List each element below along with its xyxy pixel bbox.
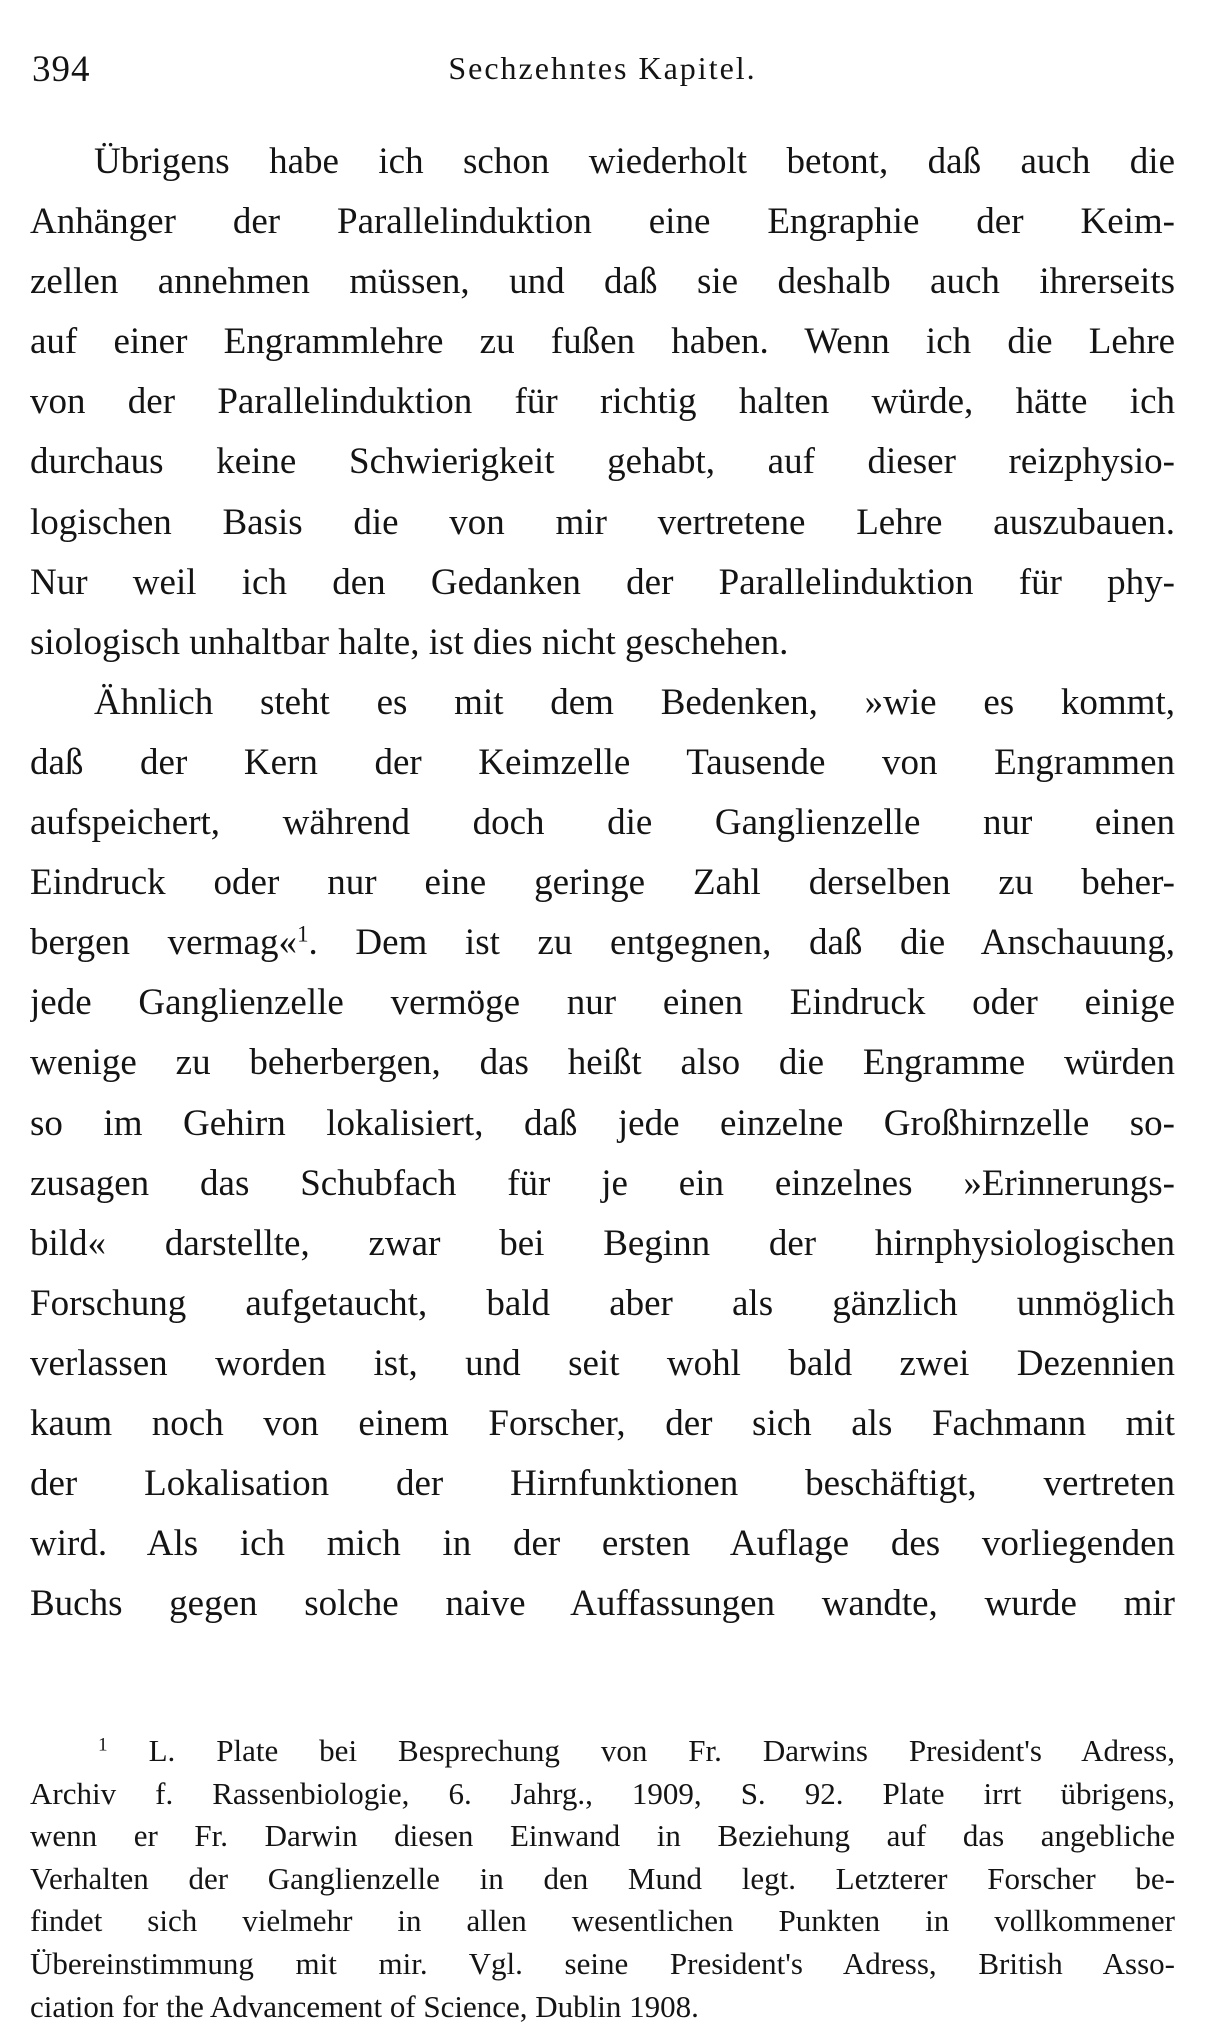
page-header xyxy=(30,40,1175,100)
footnote-marker: 1 xyxy=(98,1734,108,1756)
text-line: von der Parallelinduktion für richtig halten würde, hätte ich xyxy=(30,381,1175,423)
text-line: auf einer Engrammlehre zu fußen haben. Wenn ich die Lehre xyxy=(30,321,1175,363)
footnote-line: Übereinstimmung mit mir. Vgl. seine President's Adress, British Asso- xyxy=(30,1945,1175,1981)
text-line: kaum noch von einem Forscher, der sich als Fachmann mit xyxy=(30,1402,1175,1444)
text-line: Nur weil ich den Gedanken der Parallelinduktion für phy- xyxy=(30,561,1175,603)
text-line: Buchs gegen solche naive Auffassungen wandte, wurde mir xyxy=(30,1583,1175,1625)
text-line: Eindruck oder nur eine geringe Zahl derselben zu beher- xyxy=(30,862,1175,904)
text-line: zusagen das Schubfach für je ein einzelnes »Erinnerungs- xyxy=(30,1162,1175,1204)
footnote-line: findet sich vielmehr in allen wesentlichen Punkten in vollkommener xyxy=(30,1903,1175,1939)
book-page xyxy=(30,40,1175,2024)
text-line: daß der Kern der Keimzelle Tausende von Engrammen xyxy=(30,741,1175,783)
running-title: Sechzehntes Kapitel. xyxy=(448,50,757,86)
text-line: Übrigens habe ich schon wiederholt betont, daß auch die xyxy=(94,141,1175,182)
footnote-line xyxy=(30,1730,1175,1773)
page-number: 394 xyxy=(32,49,91,90)
paragraph-1 xyxy=(30,132,1175,673)
text-line: zellen annehmen müssen, und daß sie deshalb auch ihrerseits xyxy=(30,261,1175,303)
footnote-line: ciation for the Advancement of Science, Dublin 1908. xyxy=(30,1988,699,2024)
text-line-with-footnote xyxy=(30,913,1175,973)
text-line: so im Gehirn lokalisiert, daß jede einzelne Großhirnzelle so- xyxy=(30,1102,1175,1144)
text-line: Ähnlich steht es mit dem Bedenken, »wie es kommt, xyxy=(94,681,1175,723)
footnote-line: Archiv f. Rassenbiologie, 6. Jahrg., 1909, S. 92. Plate irrt übrigens, xyxy=(30,1775,1175,1811)
text-line: bild« darstellte, zwar bei Beginn der hirnphysiologischen xyxy=(30,1222,1175,1264)
text-segment: bergen vermag« xyxy=(30,922,298,964)
text-segment: . Dem ist zu entgegnen, daß die Anschauung, xyxy=(308,922,1175,964)
footnote-line: wenn er Fr. Darwin diesen Einwand in Beziehung auf das angebliche xyxy=(30,1818,1175,1854)
text-line: wenige zu beherbergen, das heißt also die Engramme würden xyxy=(30,1042,1175,1084)
body-text xyxy=(30,132,1175,1634)
footnote-reference: 1 xyxy=(297,921,309,947)
footnotes xyxy=(30,1730,1175,2028)
text-line: Anhänger der Parallelinduktion eine Engraphie der Keim- xyxy=(30,201,1175,243)
text-line: wird. Als ich mich in der ersten Auflage des vorliegenden xyxy=(30,1523,1175,1565)
footnote-line: Verhalten der Ganglienzelle in den Mund legt. Letzterer Forscher be- xyxy=(30,1860,1175,1896)
text-line: Forschung aufgetaucht, bald aber als gänzlich unmöglich xyxy=(30,1282,1175,1324)
text-line: aufspeichert, während doch die Ganglienzelle nur einen xyxy=(30,802,1175,844)
paragraph-2 xyxy=(30,673,1175,1635)
footnote-text: L. Plate bei Besprechung von Fr. Darwins President's Adress, xyxy=(148,1733,1175,1768)
text-line: siologisch unhaltbar halte, ist dies nicht geschehen. xyxy=(30,621,789,663)
text-line: jede Ganglienzelle vermöge nur einen Eindruck oder einige xyxy=(30,982,1175,1024)
text-line: durchaus keine Schwierigkeit gehabt, auf dieser reizphysio- xyxy=(30,441,1175,483)
text-line: der Lokalisation der Hirnfunktionen beschäftigt, vertreten xyxy=(30,1463,1175,1505)
text-line: logischen Basis die von mir vertretene Lehre auszubauen. xyxy=(30,501,1175,543)
text-line: verlassen worden ist, und seit wohl bald zwei Dezennien xyxy=(30,1342,1175,1384)
